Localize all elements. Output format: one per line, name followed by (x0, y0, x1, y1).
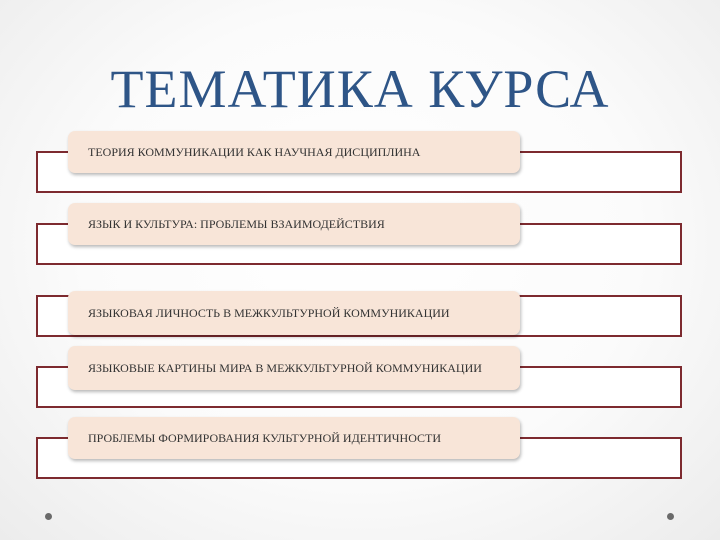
left-dot-decoration (45, 513, 52, 520)
item-label: ЯЗЫКОВЫЕ КАРТИНЫ МИРА В МЕЖКУЛЬТУРНОЙ КОММУНИКАЦИИ (88, 361, 482, 375)
list-item-5 (36, 417, 684, 479)
item-label-box (68, 417, 520, 459)
item-label-box (68, 291, 520, 335)
item-label: ПРОБЛЕМЫ ФОРМИРОВАНИЯ КУЛЬТУРНОЙ ИДЕНТИЧНОСТИ (88, 431, 442, 445)
right-dot-decoration (667, 513, 674, 520)
item-label-box (68, 203, 520, 245)
item-label: ЯЗЫК И КУЛЬТУРА: ПРОБЛЕМЫ ВЗАИМОДЕЙСТВИЯ (88, 217, 385, 231)
list-item-3 (36, 291, 684, 337)
list-item-4 (36, 346, 684, 408)
slide-title: ТЕМАТИКА КУРСА (110, 59, 610, 119)
item-label: ЯЗЫКОВАЯ ЛИЧНОСТЬ В МЕЖКУЛЬТУРНОЙ КОММУНИКАЦИИ (88, 306, 450, 320)
item-label: ТЕОРИЯ КОММУНИКАЦИИ КАК НАУЧНАЯ ДИСЦИПЛИНА (88, 145, 421, 159)
item-label-box (68, 131, 520, 173)
list-item-2 (36, 203, 684, 265)
item-label-box (68, 346, 520, 390)
list-item-1 (36, 131, 684, 193)
